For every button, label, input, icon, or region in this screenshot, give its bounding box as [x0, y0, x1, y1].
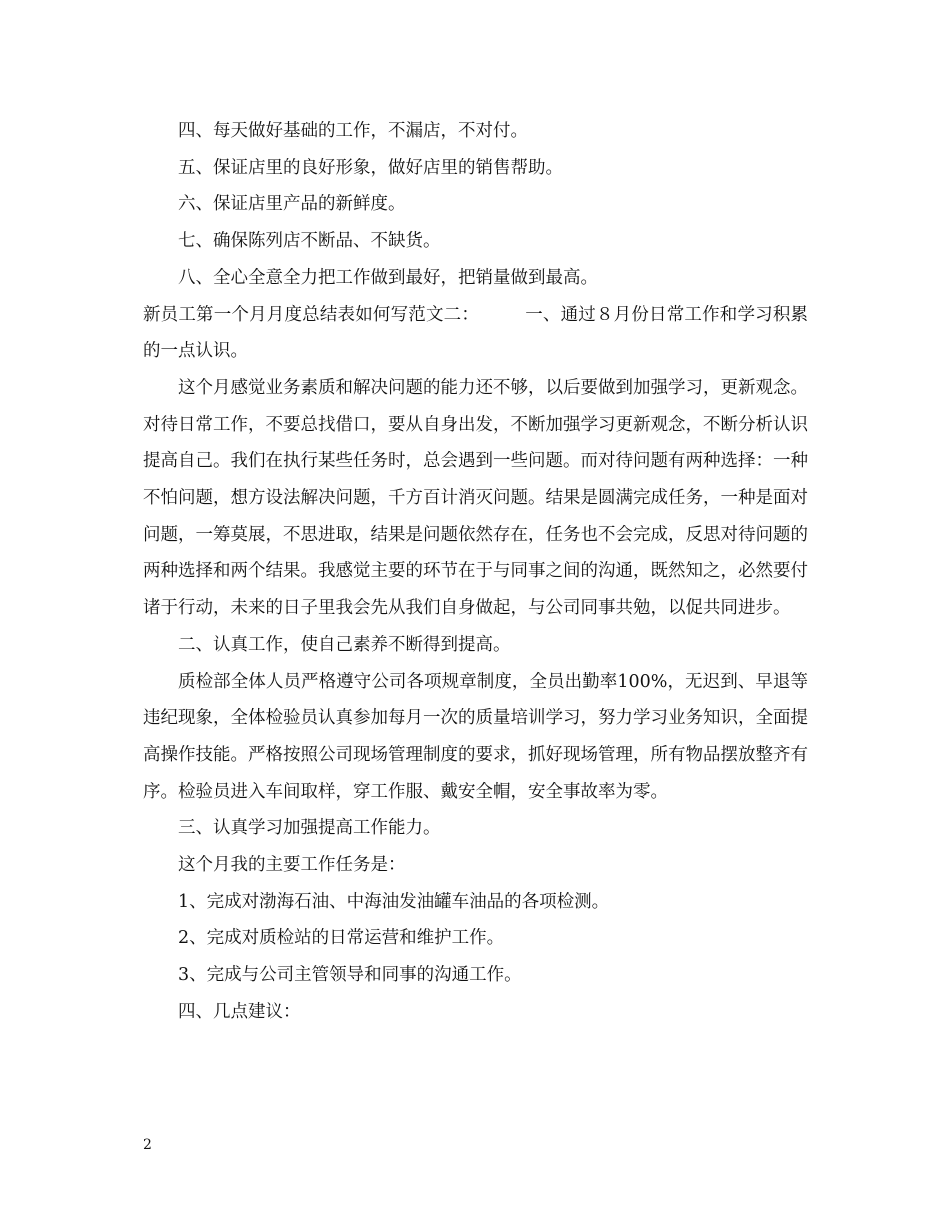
section-heading-line — [143, 297, 808, 370]
body-paragraph-reflection: 这个月感觉业务素质和解决问题的能力还不够，以后要做到加强学习，更新观念。对待日常工作，不要总找借口，要从自身出发，不断加强学习更新观念，不断分析认识提高自己。我们在执行某些任务时，总会遇到一些问题。而对待问题有两种选择：一种不怕问题，想方设法解决问题，千方百计消灭问题。结果是圆满完成任务，一种是面对问题，一筹莫展，不思进取，结果是问题依然存在，任务也不会完成，反思对待问题的两种选择和两个结果。我感觉主要的环节在于与同事之间的沟通，既然知之，必然要付诸于行动，未来的日子里我会先从我们自身做起，与公司同事共勉，以促共同进步。 — [143, 377, 808, 619]
section-title: 新员工第一个月月度总结表如何写范文二： — [143, 304, 480, 325]
paragraph-item-6: 六、保证店里产品的新鲜度。 — [178, 194, 406, 215]
paragraph-item-8: 八、全心全意全力把工作做到最好，把销量做到最高。 — [178, 267, 598, 288]
paragraph-item-4: 四、每天做好基础的工作，不漏店，不对付。 — [178, 121, 528, 141]
page-number: 2 — [143, 1137, 152, 1153]
document-body — [143, 113, 808, 1031]
body-paragraph-quality-dept: 质检部全体人员严格遵守公司各项规章制度，全员出勤率100%，无迟到、早退等违纪现象，全体检验员认真参加每月一次的质量培训学习，努力学习业务知识，全面提高操作技能。严格按照公司现场管理制度的要求，抓好现场管理，所有物品摆放整齐有序。检验员进入车间取样，穿工作服、戴安全帽，安全事故率为零。 — [143, 671, 808, 802]
paragraph-item-5: 五、保证店里的良好形象，做好店里的销售帮助。 — [178, 157, 563, 178]
subheading-suggestions: 四、几点建议： — [178, 1001, 301, 1022]
subheading-study: 三、认真学习加强提高工作能力。 — [178, 818, 441, 839]
task-item-3: 3、完成与公司主管领导和同事的沟通工作。 — [178, 965, 522, 986]
tasks-intro: 这个月我的主要工作任务是： — [178, 855, 406, 876]
paragraph-item-7: 七、确保陈列店不断品、不缺货。 — [178, 231, 441, 252]
task-item-2: 2、完成对质检站的日常运营和维护工作。 — [178, 928, 505, 949]
subheading-work-attitude: 二、认真工作，使自己素养不断得到提高。 — [178, 634, 511, 655]
task-item-1: 1、完成对渤海石油、中海油发油罐车油品的各项检测。 — [178, 891, 610, 912]
section-subtitle: 一、通过８月份日常工作和学习积累的一点认识。 — [143, 304, 809, 362]
